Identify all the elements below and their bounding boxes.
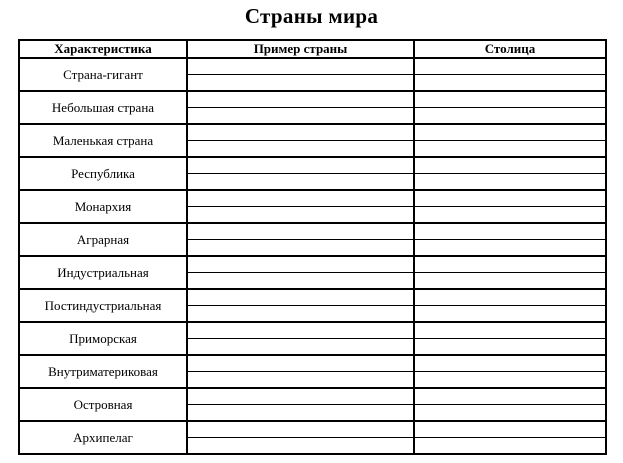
countries-table <box>18 39 607 455</box>
capital-cell-blank[interactable] <box>414 174 606 191</box>
table-row <box>19 91 606 108</box>
example-cell-blank[interactable] <box>187 207 414 224</box>
example-cell-blank[interactable] <box>187 405 414 422</box>
capital-cell-blank[interactable] <box>414 421 606 438</box>
characteristic-label: Небольшая страна <box>19 91 187 124</box>
example-cell-blank[interactable] <box>187 388 414 405</box>
capital-cell-blank[interactable] <box>414 91 606 108</box>
table-row <box>19 190 606 207</box>
example-cell-blank[interactable] <box>187 91 414 108</box>
example-cell-blank[interactable] <box>187 273 414 290</box>
table-row <box>19 58 606 75</box>
table-row <box>19 355 606 372</box>
example-cell-blank[interactable] <box>187 372 414 389</box>
capital-cell-blank[interactable] <box>414 339 606 356</box>
capital-cell-blank[interactable] <box>414 240 606 257</box>
example-cell-blank[interactable] <box>187 339 414 356</box>
characteristic-label: Индустриальная <box>19 256 187 289</box>
capital-cell-blank[interactable] <box>414 289 606 306</box>
characteristic-label: Республика <box>19 157 187 190</box>
table-row <box>19 256 606 273</box>
example-cell-blank[interactable] <box>187 355 414 372</box>
example-cell-blank[interactable] <box>187 75 414 92</box>
characteristic-label: Постиндустриальная <box>19 289 187 322</box>
capital-cell-blank[interactable] <box>414 273 606 290</box>
capital-cell-blank[interactable] <box>414 306 606 323</box>
capital-cell-blank[interactable] <box>414 124 606 141</box>
capital-cell-blank[interactable] <box>414 223 606 240</box>
example-cell-blank[interactable] <box>187 124 414 141</box>
capital-cell-blank[interactable] <box>414 58 606 75</box>
example-cell-blank[interactable] <box>187 421 414 438</box>
example-cell-blank[interactable] <box>187 108 414 125</box>
capital-cell-blank[interactable] <box>414 108 606 125</box>
example-cell-blank[interactable] <box>187 58 414 75</box>
characteristic-label: Страна-гигант <box>19 58 187 91</box>
example-cell-blank[interactable] <box>187 306 414 323</box>
col-header-capital: Столица <box>414 40 606 58</box>
table-row <box>19 322 606 339</box>
header-row <box>19 40 606 58</box>
capital-cell-blank[interactable] <box>414 207 606 224</box>
table-row <box>19 388 606 405</box>
characteristic-label: Внутриматериковая <box>19 355 187 388</box>
capital-cell-blank[interactable] <box>414 405 606 422</box>
table-row <box>19 223 606 240</box>
example-cell-blank[interactable] <box>187 240 414 257</box>
example-cell-blank[interactable] <box>187 157 414 174</box>
example-cell-blank[interactable] <box>187 322 414 339</box>
capital-cell-blank[interactable] <box>414 256 606 273</box>
characteristic-label: Архипелаг <box>19 421 187 454</box>
capital-cell-blank[interactable] <box>414 75 606 92</box>
capital-cell-blank[interactable] <box>414 372 606 389</box>
capital-cell-blank[interactable] <box>414 388 606 405</box>
characteristic-label: Маленькая страна <box>19 124 187 157</box>
example-cell-blank[interactable] <box>187 223 414 240</box>
capital-cell-blank[interactable] <box>414 157 606 174</box>
capital-cell-blank[interactable] <box>414 141 606 158</box>
example-cell-blank[interactable] <box>187 141 414 158</box>
capital-cell-blank[interactable] <box>414 438 606 455</box>
characteristic-label: Монархия <box>19 190 187 223</box>
characteristic-label: Аграрная <box>19 223 187 256</box>
page-title: Страны мира <box>244 4 379 28</box>
example-cell-blank[interactable] <box>187 174 414 191</box>
example-cell-blank[interactable] <box>187 256 414 273</box>
table-row <box>19 421 606 438</box>
table-row <box>19 157 606 174</box>
capital-cell-blank[interactable] <box>414 355 606 372</box>
example-cell-blank[interactable] <box>187 190 414 207</box>
characteristic-label: Приморская <box>19 322 187 355</box>
example-cell-blank[interactable] <box>187 438 414 455</box>
example-cell-blank[interactable] <box>187 289 414 306</box>
capital-cell-blank[interactable] <box>414 322 606 339</box>
capital-cell-blank[interactable] <box>414 190 606 207</box>
col-header-country-example: Пример страны <box>187 40 414 58</box>
table-row <box>19 289 606 306</box>
characteristic-label: Островная <box>19 388 187 421</box>
table-row <box>19 124 606 141</box>
col-header-characteristic: Характеристика <box>19 40 187 58</box>
